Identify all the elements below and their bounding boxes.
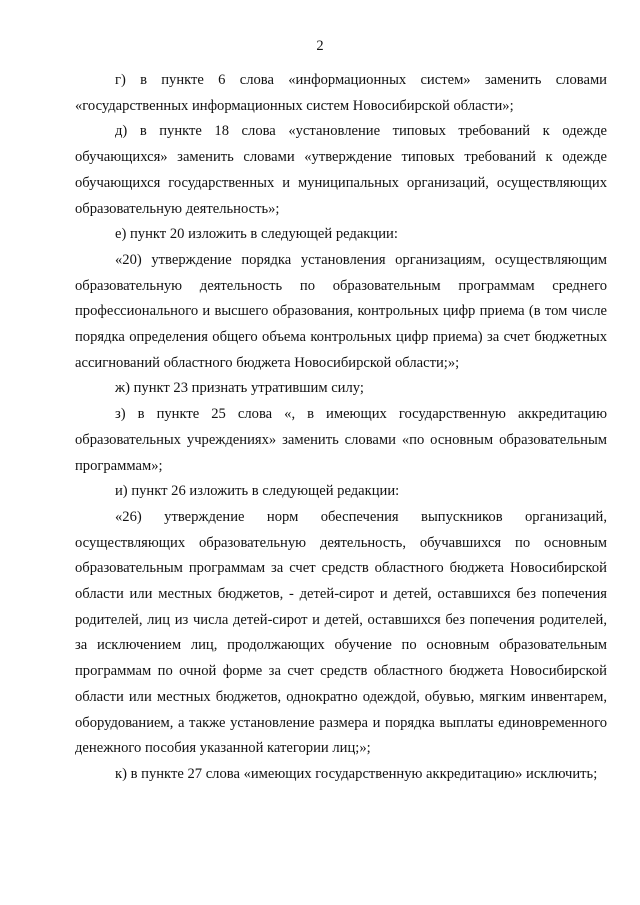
page-number: 2 — [316, 38, 324, 54]
paragraph-i: и) пункт 26 изложить в следующей редакции: — [115, 483, 400, 500]
paragraph-d: д) в пункте 18 слова «установление типовых требований к одежде обучающихся» заменить словами «утверждение типовых требований к одежде обучающихся государственных и муниципальных организаций, осуществляющих образовательную деятельность»; — [75, 123, 607, 217]
paragraph-z: з) в пункте 25 слова «, в имеющих государственную аккредитацию образовательных учреждениях» заменить словами «по основным образовательным программам»; — [75, 406, 607, 474]
paragraph-zh: ж) пункт 23 признать утратившим силу; — [115, 380, 364, 397]
paragraph-g: г) в пункте 6 слова «информационных систем» заменить словами «государственных информационных систем Новосибирской области»; — [75, 72, 607, 114]
document-body — [75, 68, 607, 788]
paragraph-e: е) пункт 20 изложить в следующей редакции: — [115, 226, 398, 243]
paragraph-point-20: «20) утверждение порядка установления организациям, осуществляющим образовательную деятельность по образовательным программам среднего профессионального и высшего образования, контрольных цифр приема (в том числе порядка определения общего объема контрольных цифр приема) за счет бюджетных ассигнований областного бюджета Новосибирской области;»; — [75, 251, 607, 371]
paragraph-point-26: «26) утверждение норм обеспечения выпускников организаций, осуществляющих образовательную деятельность, обучавшихся по основным образовательным программам за счет средств областного бюджета Новосибирской области или местных бюджетов, - детей-сирот и детей, оставшихся без попечения родителей, лиц из числа детей-сирот и детей, оставшихся без попечения родителей, за исключением лиц, продолжающих обучение по основным образовательным программам по очной форме за счет средств областного бюджета Новосибирской области или местных бюджетов, однократно одеждой, обувью, мягким инвентарем, оборудованием, а также установление размера и порядка выплаты единовременного денежного пособия указанной категории лиц;»; — [75, 508, 607, 757]
paragraph-k: к) в пункте 27 слова «имеющих государственную аккредитацию» исключить; — [115, 765, 598, 782]
